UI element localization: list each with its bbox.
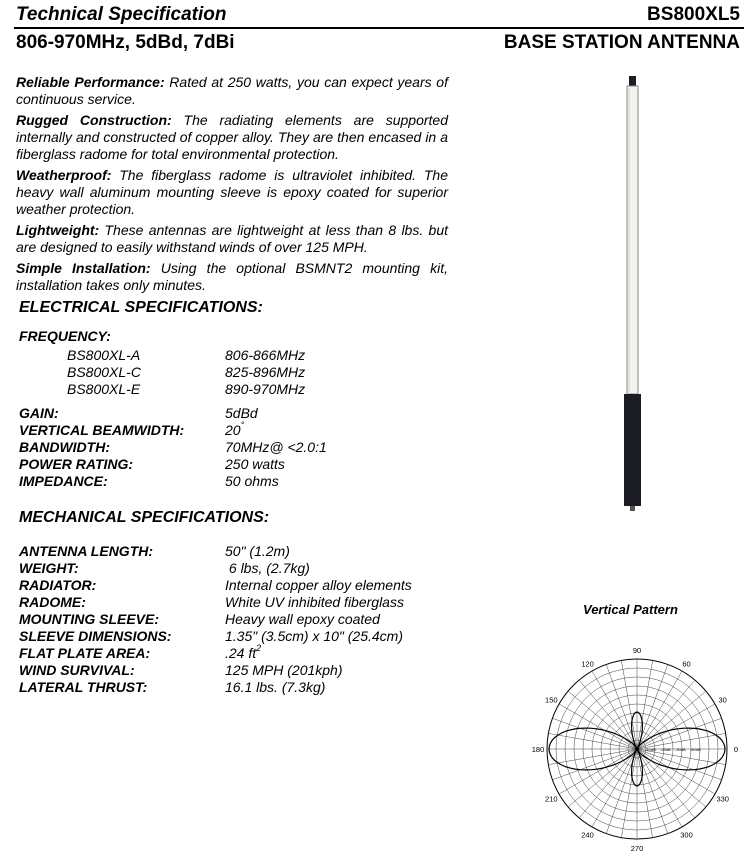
spec-label: RADIATOR: <box>19 577 97 593</box>
angle-label: 90 <box>632 646 642 655</box>
frequency-range: 890-970MHz <box>225 381 306 397</box>
frequency-row <box>67 347 367 364</box>
angle-label: 330 <box>716 794 729 804</box>
spec-row-power <box>19 456 439 473</box>
electrical-specs-heading: ELECTRICAL SPECIFICATIONS: <box>19 299 263 316</box>
superscript-2: 2 <box>256 643 262 653</box>
spec-label: GAIN: <box>19 405 59 421</box>
spec-row-thrust <box>19 679 439 696</box>
spec-label: VERTICAL BEAMWIDTH: <box>19 422 185 438</box>
angle-label: 180 <box>531 745 545 754</box>
feature-text: Using the optional BSMNT2 mounting kit, installation takes only minutes. <box>16 260 448 293</box>
spec-value: 6 lbs, (2.7kg) <box>225 560 310 576</box>
spec-row-wind <box>19 662 439 679</box>
frequency-row <box>67 381 367 398</box>
spec-row-bandwidth <box>19 439 439 456</box>
vertical-pattern-title: Vertical Pattern <box>583 602 678 617</box>
feature-label: Weatherproof: <box>16 167 112 183</box>
pattern-center <box>635 747 639 751</box>
spec-label: WIND SURVIVAL: <box>19 662 135 678</box>
feature-paragraph <box>16 260 448 294</box>
spec-value: White UV inhibited fiberglass <box>225 594 404 610</box>
spec-label: IMPEDANCE: <box>19 473 108 489</box>
spec-value: 125 MPH (201kph) <box>225 662 343 678</box>
antenna-product-image <box>610 72 656 512</box>
feature-paragraph <box>16 74 448 108</box>
spec-label: SLEEVE DIMENSIONS: <box>19 628 172 644</box>
feature-paragraph <box>16 112 448 163</box>
degree-symbol: ° <box>240 420 245 430</box>
spec-row-radiator <box>19 577 439 594</box>
angle-label: 30 <box>718 695 727 705</box>
header-rule <box>14 27 744 29</box>
vertical-pattern-plot <box>530 645 745 853</box>
frequency-row <box>67 364 367 381</box>
spec-row-impedance <box>19 473 439 490</box>
spec-row-sleeve-dimensions <box>19 628 439 645</box>
feature-list <box>16 74 448 298</box>
angle-label: 300 <box>680 830 693 840</box>
spec-label: POWER RATING: <box>19 456 134 472</box>
angle-label: 60 <box>682 659 691 669</box>
model-variant: BS800XL-C <box>67 364 141 380</box>
beamwidth-number: 20 <box>225 422 241 438</box>
model-variant: BS800XL-E <box>67 381 141 397</box>
spec-value: 1.35" (3.5cm) x 10" (25.4cm) <box>225 628 404 644</box>
model-variant: BS800XL-A <box>67 347 141 363</box>
antenna-mounting-sleeve <box>624 394 641 506</box>
db-label: -40dB <box>690 747 701 752</box>
spec-value <box>225 645 261 661</box>
spec-row-flat-plate <box>19 645 439 662</box>
spec-value: Internal copper alloy elements <box>225 577 412 593</box>
feature-text: Rated at 250 watts, you can expect years of continuous service. <box>16 74 448 107</box>
angle-label: 120 <box>581 659 594 669</box>
spec-row-weight <box>19 560 439 577</box>
feature-text: The radiating elements are supported internally and constructed of copper alloy. They are then encased in a fiberglass radome for total environmental protection. <box>16 112 448 162</box>
db-label: -30dB <box>675 747 686 752</box>
product-type: BASE STATION ANTENNA <box>503 32 740 53</box>
spec-label: MOUNTING SLEEVE: <box>19 611 160 627</box>
spec-label: FLAT PLATE AREA: <box>19 645 151 661</box>
db-label: -20dB <box>660 747 671 752</box>
frequency-range: 806-866MHz <box>225 347 306 363</box>
feature-label: Reliable Performance: <box>16 74 165 90</box>
spec-label: RADOME: <box>19 594 86 610</box>
spec-value <box>225 422 244 438</box>
angle-label: 0 <box>733 745 739 754</box>
angle-label: 150 <box>545 695 558 705</box>
db-label: -10dB <box>645 747 656 752</box>
spec-label: WEIGHT: <box>19 560 79 576</box>
doc-title: Technical Specification <box>16 4 227 25</box>
angle-label: 210 <box>545 794 558 804</box>
spec-label: BANDWIDTH: <box>19 439 110 455</box>
spec-row-length <box>19 543 439 560</box>
antenna-connector <box>630 506 635 511</box>
feature-text: The fiberglass radome is ultraviolet inhibited. The heavy wall aluminum mounting sleeve is epoxy coated for superior weather protection. <box>16 167 448 217</box>
spec-row-sleeve <box>19 611 439 628</box>
frequency-summary: 806-970MHz, 5dBd, 7dBi <box>16 32 235 53</box>
model-number: BS800XL5 <box>647 4 740 25</box>
mechanical-specs-heading: MECHANICAL SPECIFICATIONS: <box>19 509 270 526</box>
feature-label: Rugged Construction: <box>16 112 172 128</box>
feature-paragraph <box>16 167 448 218</box>
spec-row-gain <box>19 405 439 422</box>
feature-label: Lightweight: <box>16 222 100 238</box>
spec-value: 16.1 lbs. (7.3kg) <box>225 679 326 695</box>
angle-label: 240 <box>581 830 594 840</box>
spec-row-beamwidth <box>19 422 439 439</box>
spec-value: 5dBd <box>225 405 258 421</box>
angle-label: 270 <box>630 844 644 853</box>
spec-value: 250 watts <box>225 456 285 472</box>
feature-paragraph <box>16 222 448 256</box>
spec-value: 70MHz@ <2.0:1 <box>225 439 327 455</box>
plate-area: .24 ft <box>225 645 257 661</box>
feature-text: These antennas are lightweight at less than 8 lbs. but are designed to easily withstand winds of over 125 MPH. <box>16 222 448 255</box>
spec-label: ANTENNA LENGTH: <box>19 543 154 559</box>
feature-label: Simple Installation: <box>16 260 151 276</box>
frequency-label: FREQUENCY: <box>19 328 111 344</box>
spec-label: LATERAL THRUST: <box>19 679 148 695</box>
spec-value: Heavy wall epoxy coated <box>225 611 380 627</box>
spec-row-radome <box>19 594 439 611</box>
spec-value: 50" (1.2m) <box>225 543 290 559</box>
spec-value: 50 ohms <box>225 473 279 489</box>
frequency-range: 825-896MHz <box>225 364 306 380</box>
